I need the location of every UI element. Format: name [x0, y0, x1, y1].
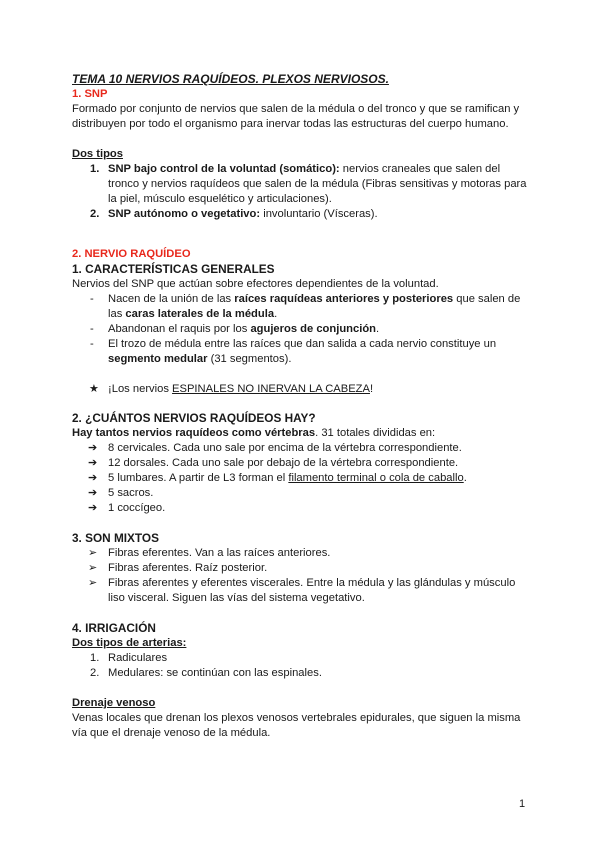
caracteristicas-list [72, 292, 532, 367]
list-item: 1. Radiculares [90, 652, 168, 664]
list-item: - Abandonan el raquis por los agujeros de conjunción. [90, 323, 380, 335]
list-item: ➔ 1 coccígeo. [88, 502, 166, 514]
irrigacion-heading: 4. IRRIGACIÓN [72, 621, 156, 635]
chevron-arrow-icon: ➢ [88, 562, 98, 574]
cuantos-list [72, 441, 532, 516]
arrow-right-icon: ➔ [88, 502, 98, 514]
arterias-heading: Dos tipos de arterias: [72, 637, 187, 649]
dash-icon: - [90, 293, 94, 305]
arrow-right-icon: ➔ [88, 442, 98, 454]
list-item: ➢ Fibras eferentes. Van a las raíces anteriores. [88, 547, 331, 559]
espinales-note: ★ ¡Los nervios ESPINALES NO INERVAN LA CABEZA! [89, 383, 374, 395]
section-nervio-heading: 2. NERVIO RAQUÍDEO [72, 248, 191, 260]
list-item: ➢ Fibras aferentes y eferentes viscerales. Entre la médula y las glándulas y músculo liso visceral. Siguen las vías del sistema vegetativo. [88, 577, 516, 604]
star-icon: ★ [89, 383, 99, 395]
list-item: ➔ 5 sacros. [88, 487, 154, 499]
list-item: 1. SNP bajo control de la voluntad (somático): nervios craneales que salen del tronco y nervios raquídeos que salen de la médula (Fibras sensitivas y motoras para la piel, músculo esquelético y articulaciones). [90, 163, 527, 205]
caracteristicas-heading: 1. CARACTERÍSTICAS GENERALES [72, 262, 275, 276]
list-item: ➔ 5 lumbares. A partir de L3 forman el filamento terminal o cola de caballo. [88, 472, 467, 484]
arrow-right-icon: ➔ [88, 472, 98, 484]
arterias-list [72, 651, 532, 681]
arrow-right-icon: ➔ [88, 487, 98, 499]
cuantos-heading: 2. ¿CUÁNTOS NERVIOS RAQUÍDEOS HAY? [72, 411, 316, 425]
dash-icon: - [90, 323, 94, 335]
chevron-arrow-icon: ➢ [88, 547, 98, 559]
list-item: 2. Medulares: se continúan con las espinales. [90, 667, 322, 679]
snp-types-list [72, 162, 532, 222]
drenaje-heading: Drenaje venoso [72, 697, 156, 709]
section-snp-heading: 1. SNP [72, 88, 108, 100]
drenaje-text: Venas locales que drenan los plexos venosos vertebrales epidurales, que siguen la misma vía que el drenaje venoso de la médula. [72, 712, 521, 739]
document-page [72, 72, 532, 741]
snp-intro: Formado por conjunto de nervios que salen de la médula o del tronco y que se ramifican y distribuyen por todo el organismo para inervar todas las estructuras del cuerpo humano. [72, 103, 520, 130]
list-item: ➔ 8 cervicales. Cada uno sale por encima de la vértebra correspondiente. [88, 442, 462, 454]
page-number: 1 [519, 798, 526, 810]
list-item: ➔ 12 dorsales. Cada uno sale por debajo de la vértebra correspondiente. [88, 457, 459, 469]
list-item: 2. SNP autónomo o vegetativo: involuntario (Vísceras). [90, 208, 378, 220]
mixtos-heading: 3. SON MIXTOS [72, 531, 159, 545]
arrow-right-icon: ➔ [88, 457, 98, 469]
mixtos-list [72, 546, 532, 606]
snp-types-heading: Dos tipos [72, 148, 123, 160]
chevron-arrow-icon: ➢ [88, 577, 98, 589]
list-item: - El trozo de médula entre las raíces que dan salida a cada nervio constituye un segmento medular (31 segmentos). [90, 338, 497, 365]
document-title: TEMA 10 NERVIOS RAQUÍDEOS. PLEXOS NERVIOSOS. [72, 72, 389, 86]
cuantos-intro: Hay tantos nervios raquídeos como vértebras. 31 totales divididas en: [72, 427, 436, 439]
dash-icon: - [90, 338, 94, 350]
list-item: - Nacen de la unión de las raíces raquídeas anteriores y posteriores que salen de las caras laterales de la médula. [90, 293, 521, 320]
list-item: ➢ Fibras aferentes. Raíz posterior. [88, 562, 268, 574]
caracteristicas-intro: Nervios del SNP que actúan sobre efectores dependientes de la voluntad. [72, 278, 439, 290]
